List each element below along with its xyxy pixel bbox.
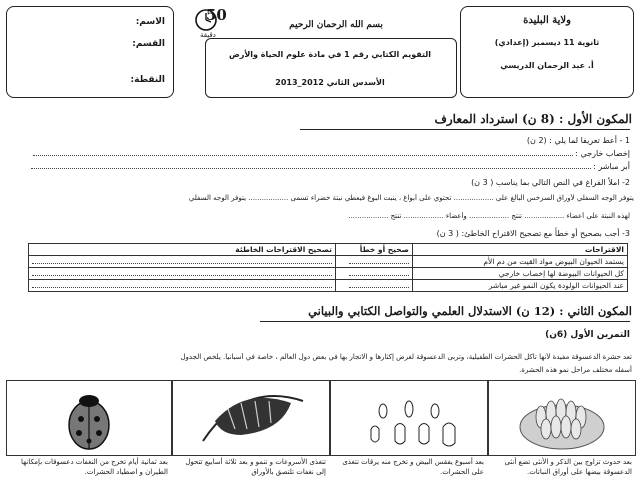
class-label: القسم: (132, 39, 165, 49)
col-corrections: تصحيح الاقتراحات الخاطئة (29, 244, 336, 256)
true-false-cell[interactable] (336, 256, 413, 268)
q1-item-1: إخصاب خارجي : (10, 149, 630, 158)
duration-value: 50 (206, 6, 227, 24)
part2-underline (260, 321, 630, 322)
stage-pupa-image (172, 380, 330, 456)
duration-badge (184, 4, 230, 42)
col-proposals: الاقتراحات (412, 244, 627, 256)
proposals-table (28, 243, 628, 292)
caption-stage-3: تتغذى الأسروعات و تنمو و بعد ثلاثة أسابيع تتحول إلى نغفات تلتصق بالأوراق (185, 458, 326, 476)
correction-cell[interactable] (29, 268, 336, 280)
duration-unit: دقيقة (200, 31, 216, 39)
semester-title: الأسدس الثاني 2012_2013 (275, 78, 385, 87)
stage-eggs-image (488, 380, 636, 456)
correction-cell[interactable] (29, 280, 336, 292)
part1-heading: المكون الأول : (8 ن) استرداد المعارف (434, 112, 632, 126)
pupa-illustration-icon (173, 381, 329, 455)
name-label: الاسم: (135, 17, 165, 27)
col-true-false: صحيح أو خطأ (336, 244, 413, 256)
answer-line[interactable] (31, 168, 591, 169)
stage-larvae-image (330, 380, 488, 456)
proposal-cell: يستمد الحيوان البيوض مواد القيت من دم الأم (412, 256, 627, 268)
grade-label: النقطة: (130, 75, 165, 85)
stage-adult-image (6, 380, 172, 456)
part2-heading: المكون الثاني : (12 ن) الاستدلال العلمي والتواصل الكتابي والبياني (308, 304, 632, 318)
q2-text: 2- املأ الفراغ في النص التالي بما يناسب ( 3 ن) (471, 178, 630, 187)
wilaya-label: ولاية البليدة (523, 15, 571, 26)
exam-title: التقويم الكتابي رقم 1 في مادة علوم الحياة والأرض (228, 50, 432, 59)
proposal-cell: عند الحيوانات الولودة يكون النمو غير مباشر (412, 280, 627, 292)
q3-text: 3- أجب بصحيح أو خطأ مع تصحيح الاقتراح الخاطئ: ( 3 ن) (436, 229, 630, 238)
teacher-label: أ. عبد الرحمان الدريسي (500, 61, 594, 70)
true-false-cell[interactable] (336, 268, 413, 280)
part1-underline (300, 129, 630, 130)
proposal-cell: كل الحيوانات البيوضة لها إخصاب خارجي (412, 268, 627, 280)
title-box (205, 38, 457, 98)
caption-stage-1: بعد حدوث تزاوج بين الذكر و الأنثى تضع أنثى الدعسوقة بيضها على أوراق النباتات. (504, 458, 632, 476)
answer-line[interactable] (33, 155, 573, 156)
student-info-box (6, 6, 174, 98)
q2-line-2: لهذه النبتة على أعضاء .................. تنتج .................. وأعضاء .................. تنتج .................. (348, 212, 630, 220)
caption-stage-2: بعد أسبوع يفقس البيض و تخرج منه يرقات تتغذى على الحشرات. (342, 458, 484, 476)
basmala: بسم الله الرحمان الرحيم (289, 20, 383, 30)
table-header-row (29, 244, 628, 256)
table-row (29, 268, 628, 280)
intro-line-2: أسفله مختلف مراحل نمو هذه الحشرة. (519, 366, 632, 374)
table-row (29, 256, 628, 268)
eggs-illustration-icon (489, 381, 635, 455)
caption-stage-4: بعد ثمانية أيام تخرج من النغفات دعسوقات بإمكانها الطيران و اصطياد الحشرات. (21, 458, 168, 476)
ladybug-icon (7, 381, 171, 455)
intro-line-1: تعد حشرة الدعسوقة مفيدة لأنها تأكل الحشرات الطفيلية، وتربى الدعسوقة لغرض إكثارها و الاتجار بها في بعض دول العالم ، خاصة في أسبانيا. يلخص الجدول (180, 353, 632, 361)
exercise-label: التمرين الأول (6ن) (545, 330, 630, 340)
correction-cell[interactable] (29, 256, 336, 268)
larvae-illustration-icon (331, 381, 487, 455)
true-false-cell[interactable] (336, 280, 413, 292)
school-info-box (460, 6, 634, 98)
school-label: ثانوية 11 ديسمبر (إعدادي) (494, 38, 600, 47)
q2-line-1: يتوفر الوجه السفلي لأوراق السرخس البالغ على .................. تحتوي على أبواغ ، ينبت البوغ فيعطي نبتة خضراء تسمى .................. يتوفر الوجه السفلي (188, 194, 634, 202)
q1-item-2: أبر مباشر : (10, 162, 630, 171)
q1-text: 1 - أعط تعريفا لما يلي : (2 ن) (526, 136, 630, 145)
table-row (29, 280, 628, 292)
